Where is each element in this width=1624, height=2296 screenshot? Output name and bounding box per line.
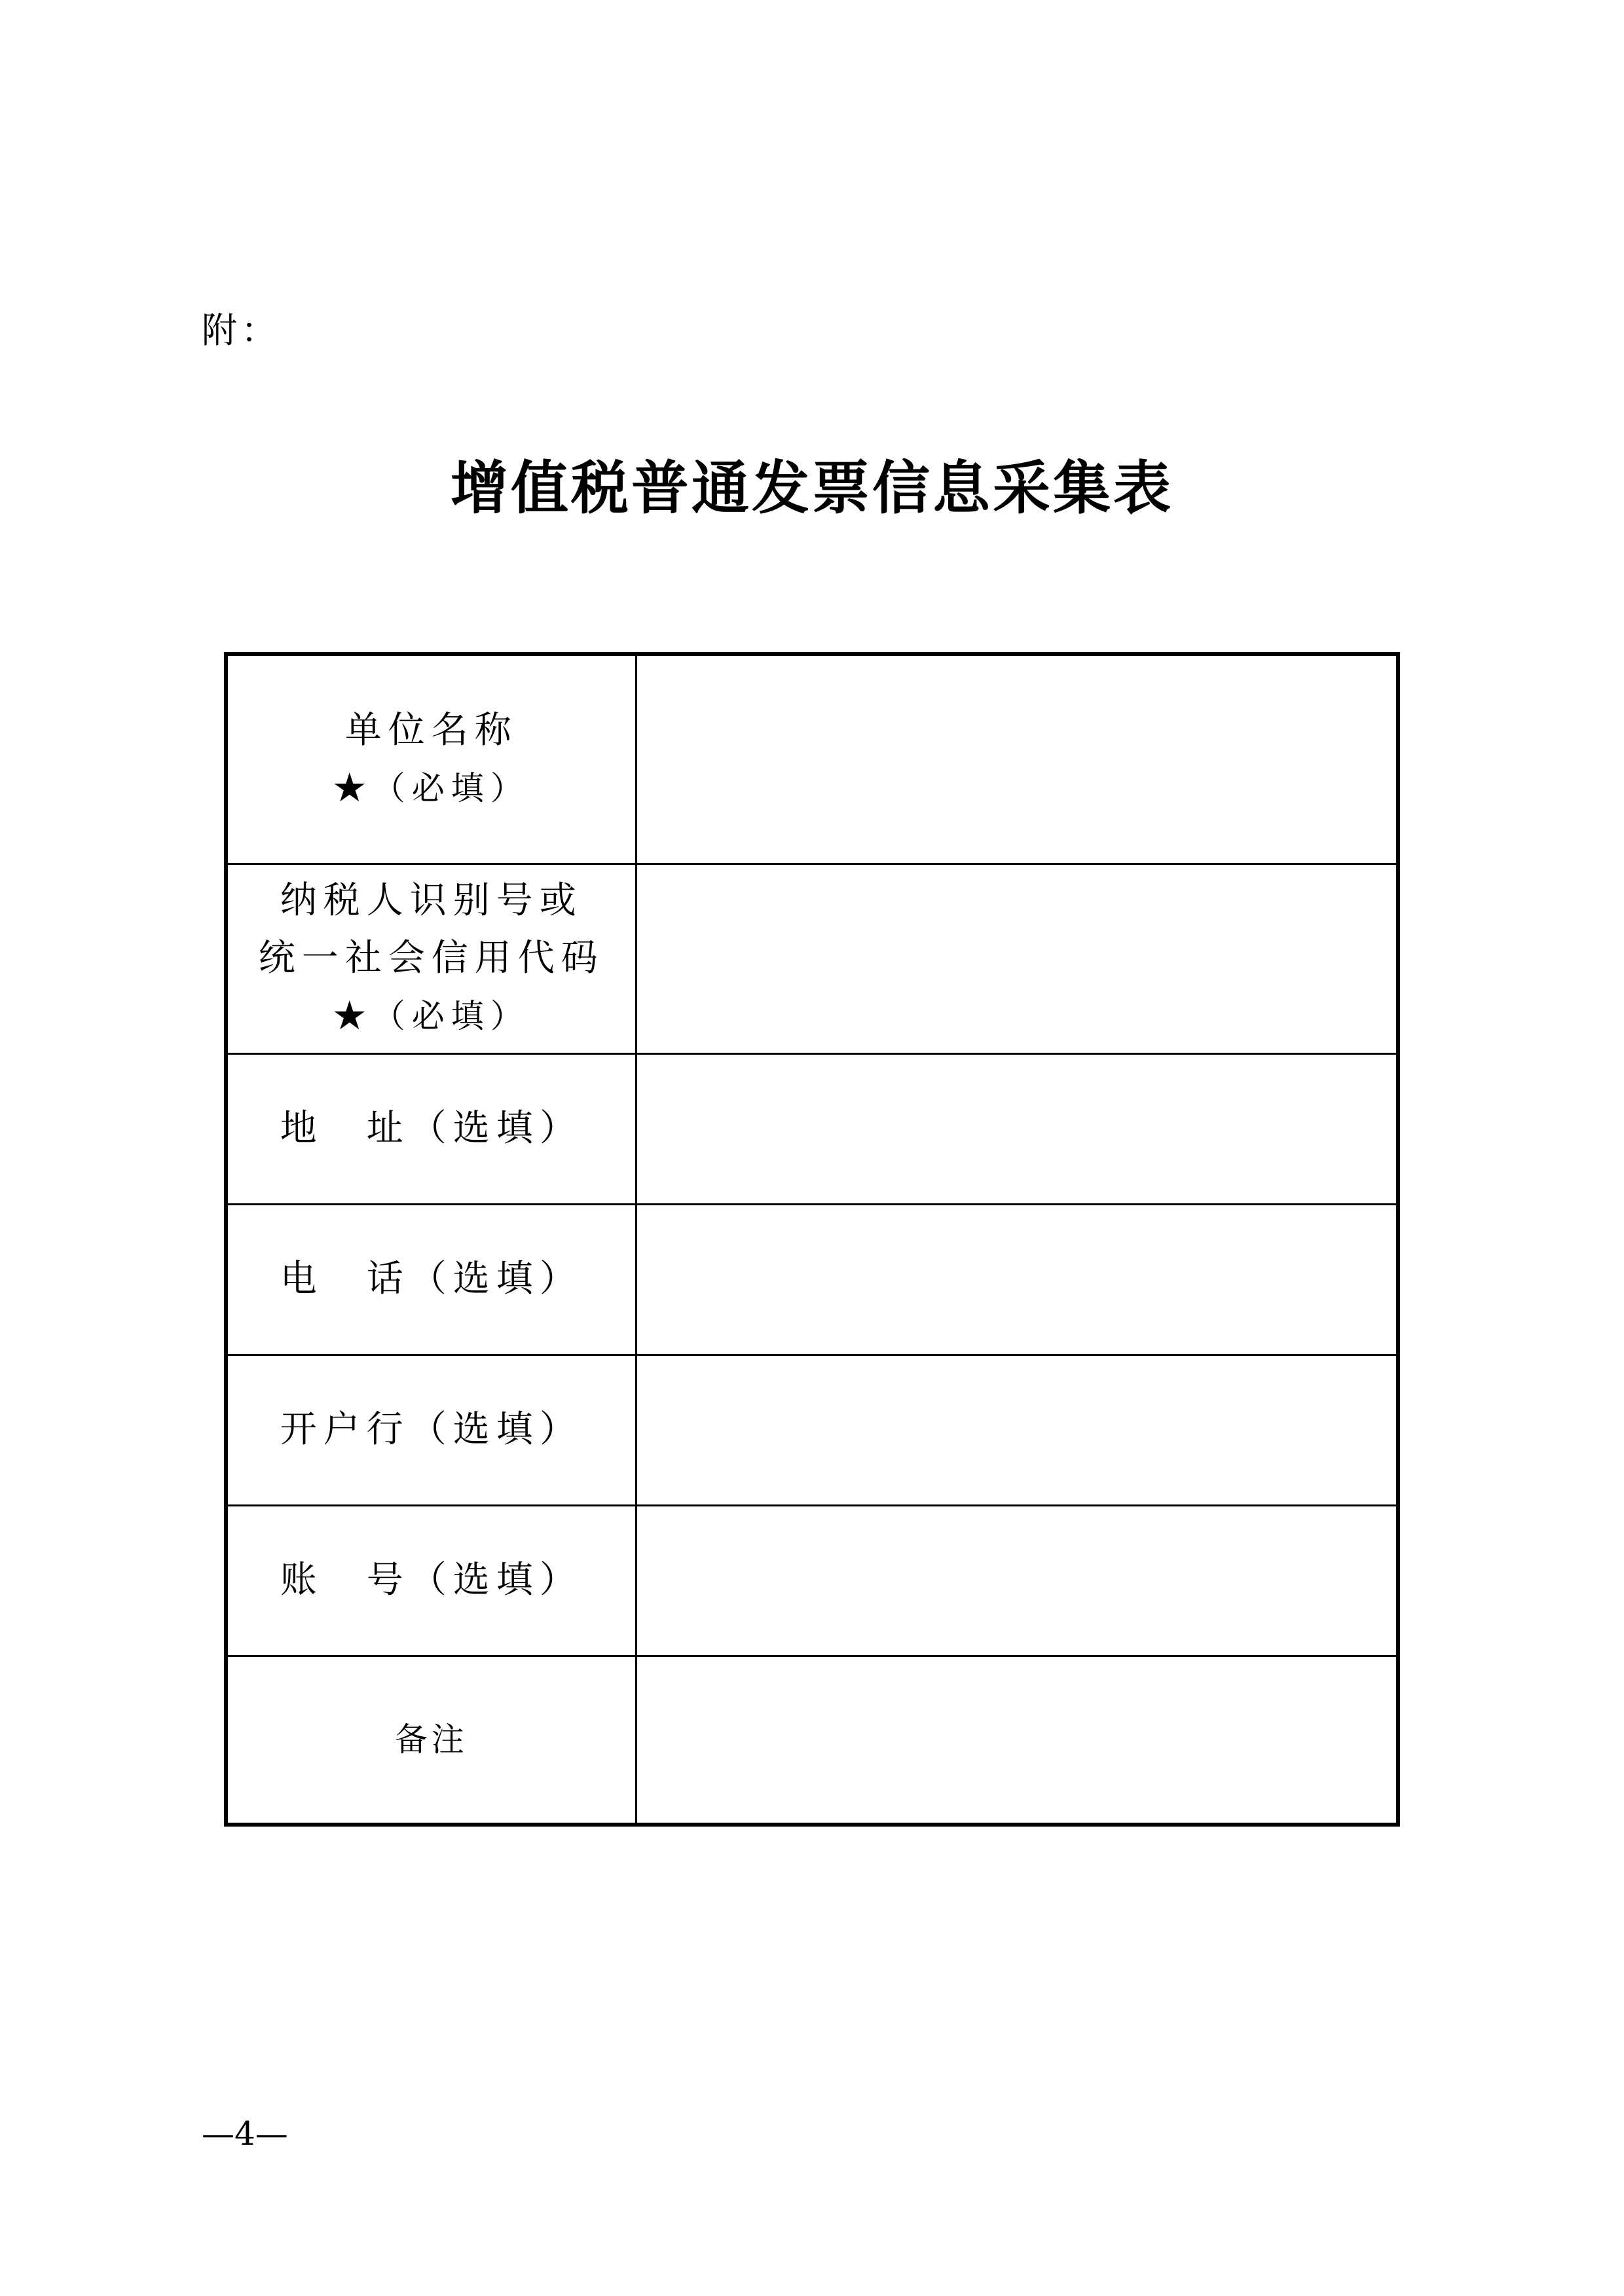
company-name-label <box>226 654 636 864</box>
label-line: 纳税人识别号或 <box>280 879 583 922</box>
label-line: 电 话（选填） <box>280 1258 583 1300</box>
required-note: ★（必填） <box>333 997 530 1035</box>
table-row-bank <box>226 1355 1398 1505</box>
account-label <box>226 1505 636 1656</box>
bank-field[interactable] <box>636 1355 1398 1505</box>
phone-field[interactable] <box>636 1204 1398 1355</box>
address-field[interactable] <box>636 1053 1398 1204</box>
remarks-label <box>226 1656 636 1825</box>
table-row-tax-id <box>226 864 1398 1053</box>
table-row-remarks <box>226 1656 1398 1825</box>
bank-label <box>226 1355 636 1505</box>
form-title: 增值税普通发票信息采集表 <box>450 454 1173 522</box>
required-note: ★（必填） <box>333 769 530 807</box>
phone-label <box>226 1204 636 1355</box>
label-line: 开户行（选填） <box>280 1408 583 1451</box>
tax-id-field[interactable] <box>636 864 1398 1053</box>
label-line: 账 号（选填） <box>280 1559 583 1601</box>
table-row-account <box>226 1505 1398 1656</box>
invoice-info-table <box>224 652 1400 1827</box>
address-label <box>226 1053 636 1204</box>
table-row-company-name <box>226 654 1398 864</box>
table-row-address <box>226 1053 1398 1204</box>
label-line: 备注 <box>394 1721 468 1759</box>
company-name-field[interactable] <box>636 654 1398 864</box>
table-row-phone <box>226 1204 1398 1355</box>
label-line: 统一社会信用代码 <box>258 937 604 979</box>
attachment-label: 附： <box>202 310 280 351</box>
remarks-field[interactable] <box>636 1656 1398 1825</box>
tax-id-label <box>226 864 636 1053</box>
label-line: 单位名称 <box>344 708 518 752</box>
account-field[interactable] <box>636 1505 1398 1656</box>
page-number: —4— <box>202 2115 288 2153</box>
label-line: 地 址（选填） <box>280 1107 583 1150</box>
